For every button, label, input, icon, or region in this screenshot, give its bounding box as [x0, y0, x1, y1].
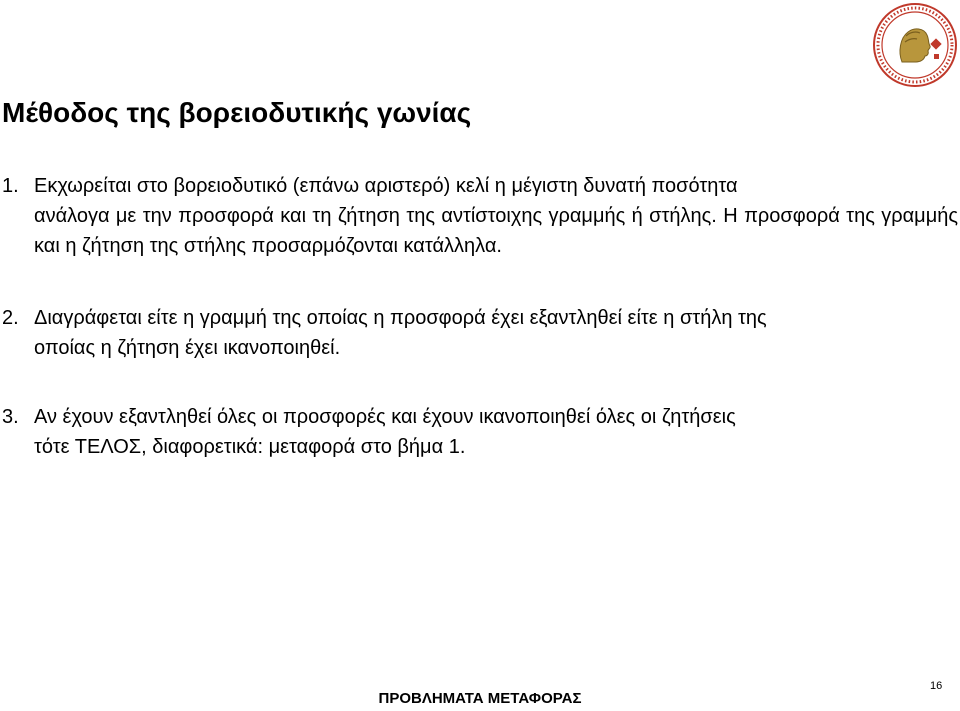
- list-item-text: Διαγράφεται είτε η γραμμή της οποίας η προσφορά έχει εξαντληθεί είτε η στήλη της: [34, 307, 767, 329]
- list-item-continuation: οποίας η ζήτηση έχει ικανοποιηθεί.: [34, 337, 341, 359]
- list-item-number: 3.: [2, 406, 19, 428]
- list-item-first-line: [2, 402, 958, 432]
- slide-title: Μέθοδος της βορειοδυτικής γωνίας: [2, 97, 472, 128]
- list-item-continuation: τότε ΤΕΛΟΣ, διαφορετικά: μεταφορά στο βήμα 1.: [34, 436, 466, 458]
- slide-footer: ΠΡΟΒΛΗΜΑΤΑ ΜΕΤΑΦΟΡΑΣ: [378, 690, 582, 707]
- university-seal-icon: [872, 2, 958, 88]
- list-item-text: Αν έχουν εξαντληθεί όλες οι προσφορές και έχουν ικανοποιηθεί όλες οι ζητήσεις: [34, 406, 736, 428]
- page-number: 16: [930, 680, 943, 692]
- list-item-number: 1.: [2, 175, 19, 197]
- list-item-text: Εκχωρείται στο βορειοδυτικό (επάνω αριστερό) κελί η μέγιστη δυνατή ποσότητα: [34, 175, 738, 197]
- list-item-first-line: [2, 171, 958, 201]
- list-item-number: 2.: [2, 307, 19, 329]
- list-item: [2, 171, 958, 261]
- list-item: [2, 303, 958, 363]
- list-item-continuation: ανάλογα με την προσφορά και τη ζήτηση της αντίστοιχης γραμμής ή στήλης. Η προσφορά της γραμμής και η ζήτηση της στήλης προσαρμόζονται κατάλληλα.: [34, 205, 958, 257]
- list-item: [2, 402, 958, 462]
- list-item-first-line: [2, 303, 958, 333]
